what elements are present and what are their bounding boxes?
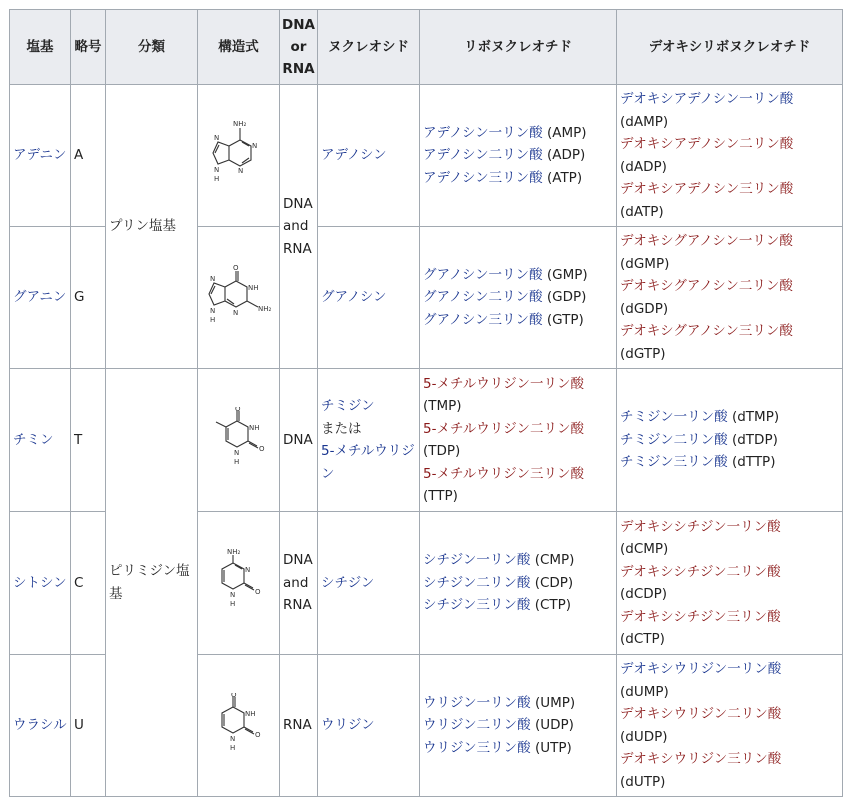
- dna-rna-cell-thymine: DNA: [280, 369, 318, 512]
- header-deoxyribonucleotide: デオキシリボヌクレオチド: [617, 10, 843, 85]
- deoxy-redlink[interactable]: デオキシアデノシン三リン酸: [620, 181, 794, 197]
- deoxy-cell-adenine: [617, 85, 843, 227]
- structure-cell-thymine: [198, 369, 280, 512]
- ribo-cell-guanine: [420, 227, 617, 369]
- base-link-cytosine[interactable]: シトシン: [13, 574, 67, 591]
- deoxy-cell-cytosine: [617, 512, 843, 655]
- nucleobase-table: [9, 9, 843, 797]
- deoxy-redlink[interactable]: デオキシグアノシン一リン酸: [620, 233, 793, 249]
- h-label: H: [229, 743, 235, 752]
- ribo-link[interactable]: グアノシン三リン酸: [423, 311, 543, 328]
- base-link-guanine[interactable]: グアニン: [13, 289, 67, 306]
- ribo-code: (GMP): [546, 266, 588, 283]
- dna-rna-cell-uracil: RNA: [280, 655, 318, 797]
- nh-label: NH: [244, 709, 255, 718]
- deoxy-link[interactable]: チミジン一リン酸: [620, 409, 728, 426]
- deoxy-code: (dATP): [620, 203, 664, 220]
- deoxy-redlink[interactable]: デオキシシチジン二リン酸: [620, 563, 781, 580]
- header-nucleoside: ヌクレオシド: [318, 10, 420, 85]
- deoxy-cell-uracil: [617, 655, 843, 797]
- nucleoside-link-adenosine[interactable]: アデノシン: [321, 147, 387, 164]
- nh-label: NH: [247, 283, 258, 292]
- guanine-structure-icon: [200, 263, 278, 333]
- cytosine-structure-icon: [209, 547, 269, 619]
- structure-cell-uracil: [198, 655, 280, 797]
- h-label: H: [209, 315, 215, 324]
- base-link-adenine[interactable]: アデニン: [13, 147, 67, 164]
- nucleobase-table-wrapper: [9, 9, 843, 797]
- deoxy-code: (dCMP): [620, 541, 669, 557]
- ribo-cell-cytosine: [420, 512, 617, 655]
- header-base: 塩基: [10, 10, 71, 85]
- abbr-cell: U: [71, 655, 106, 797]
- h-label: H: [233, 458, 239, 466]
- dna-rna-cell-purine: DNA and RNA: [280, 85, 318, 369]
- ribo-link[interactable]: ウリジン三リン酸: [423, 739, 531, 756]
- ribo-code: (TDP): [423, 443, 461, 459]
- ribo-code: (CDP): [534, 574, 574, 591]
- deoxy-code: (dTTP): [731, 454, 776, 471]
- table-row-adenine: [10, 85, 843, 227]
- ribo-redlink[interactable]: 5-メチルウリジン二リン酸: [423, 420, 584, 437]
- uracil-structure-icon: [209, 693, 269, 759]
- n-label: N: [213, 165, 219, 174]
- ribo-redlink[interactable]: 5-メチルウリジン一リン酸: [423, 375, 584, 392]
- ribo-code: (TTP): [423, 488, 458, 504]
- header-class: 分類: [106, 10, 198, 85]
- header-row: [10, 10, 843, 85]
- deoxy-cell-guanine: [617, 227, 843, 369]
- ribo-code: (UMP): [534, 694, 576, 711]
- ribo-link[interactable]: シチジン三リン酸: [423, 597, 531, 614]
- class-cell-purine: プリン塩基: [106, 85, 198, 369]
- ribo-code: (CTP): [534, 597, 572, 614]
- table-row-thymine: [10, 369, 843, 512]
- deoxy-link[interactable]: デオキシアデノシン一リン酸: [620, 91, 794, 107]
- nucleoside-cell-thymine: [318, 369, 420, 512]
- deoxy-redlink[interactable]: デオキシアデノシン二リン酸: [620, 136, 794, 152]
- base-link-thymine[interactable]: チミン: [13, 431, 54, 448]
- deoxy-redlink[interactable]: デオキシグアノシン三リン酸: [620, 323, 793, 339]
- ribo-code: (GTP): [546, 311, 584, 328]
- nucleoside-link-thymidine[interactable]: チミジン: [321, 398, 375, 414]
- ribo-cell-uracil: [420, 655, 617, 797]
- deoxy-link[interactable]: チミジン三リン酸: [620, 454, 728, 471]
- ribo-link[interactable]: ウリジン二リン酸: [423, 717, 531, 734]
- deoxy-redlink[interactable]: デオキシウリジン二リン酸: [620, 706, 782, 722]
- ribo-code: (UTP): [534, 739, 572, 756]
- abbr-cell: C: [71, 512, 106, 655]
- nh-label: NH: [248, 424, 259, 432]
- n-label: N: [244, 566, 250, 574]
- h-label: H: [213, 174, 219, 183]
- ribo-code: (UDP): [534, 717, 574, 734]
- n-label: N: [209, 274, 215, 283]
- ribo-code: (CMP): [534, 552, 575, 569]
- ribo-code: (AMP): [546, 124, 587, 141]
- deoxy-code: (dUTP): [620, 773, 666, 790]
- ribo-code: (ADP): [546, 147, 586, 164]
- n-label: N: [251, 141, 257, 150]
- nucleoside-link-cytidine[interactable]: シチジン: [321, 574, 375, 591]
- o-label: O: [254, 730, 261, 739]
- ribo-code: (GDP): [546, 289, 587, 306]
- deoxy-code: (dCDP): [620, 586, 668, 602]
- deoxy-redlink[interactable]: デオキシシチジン一リン酸: [620, 518, 781, 535]
- deoxy-code: (dTMP): [731, 409, 780, 426]
- ribo-link[interactable]: グアノシン一リン酸: [423, 266, 543, 283]
- deoxy-code: (dGTP): [620, 345, 666, 362]
- header-ribonucleotide: リボヌクレオチド: [420, 10, 617, 85]
- ribo-link[interactable]: アデノシン二リン酸: [423, 147, 543, 164]
- deoxy-code: (dADP): [620, 158, 667, 175]
- header-structure: 構造式: [198, 10, 280, 85]
- nh2-label: NH₂: [232, 119, 246, 128]
- ribo-code: (TMP): [423, 398, 462, 414]
- thymine-structure-icon: [207, 407, 271, 473]
- deoxy-code: (dUDP): [620, 728, 668, 745]
- h-label: H: [229, 600, 235, 608]
- class-cell-pyrimidine: ピリミジン塩基: [106, 369, 198, 797]
- nucleoside-link-uridine[interactable]: ウリジン: [321, 717, 375, 734]
- ribo-link[interactable]: アデノシン一リン酸: [423, 124, 543, 141]
- nucleoside-link-guanosine[interactable]: グアノシン: [321, 289, 387, 306]
- deoxy-code: (dGDP): [620, 300, 669, 317]
- n-label: N: [232, 308, 238, 317]
- ribo-cell-thymine: [420, 369, 617, 512]
- deoxy-cell-thymine: [617, 369, 843, 512]
- ribo-code: (ATP): [546, 169, 583, 186]
- header-abbr: 略号: [71, 10, 106, 85]
- deoxy-redlink[interactable]: デオキシグアノシン二リン酸: [620, 278, 793, 294]
- ribo-redlink[interactable]: 5-メチルウリジン三リン酸: [423, 465, 584, 482]
- n-label: N: [229, 734, 235, 743]
- header-dna-rna: DNA or RNA: [280, 10, 318, 85]
- o-label: O: [230, 692, 237, 699]
- structure-cell-guanine: [198, 227, 280, 369]
- adenine-structure-icon: [209, 118, 269, 194]
- ribo-link[interactable]: ウリジン一リン酸: [423, 694, 531, 711]
- n-label: N: [233, 449, 239, 457]
- ribo-link[interactable]: グアノシン二リン酸: [423, 289, 543, 306]
- n-label: N: [229, 591, 235, 599]
- abbr-cell: G: [71, 227, 106, 369]
- deoxy-link[interactable]: デオキシウリジン一リン酸: [620, 661, 782, 677]
- deoxy-code: (dAMP): [620, 113, 669, 130]
- o-label: O: [258, 445, 265, 453]
- deoxy-redlink[interactable]: デオキシウリジン三リン酸: [620, 751, 782, 767]
- abbr-cell: T: [71, 369, 106, 512]
- o-label: O: [254, 588, 261, 596]
- o-label: O: [232, 263, 239, 272]
- nucleoside-link-methyluridine[interactable]: 5-メチルウリジン: [321, 443, 415, 482]
- base-link-uracil[interactable]: ウラシル: [13, 717, 67, 734]
- structure-cell-cytosine: [198, 512, 280, 655]
- o-label: O: [234, 407, 241, 413]
- deoxy-redlink[interactable]: デオキシシチジン三リン酸: [620, 608, 781, 625]
- deoxy-code: (dTDP): [731, 431, 778, 448]
- deoxy-code: (dGMP): [620, 255, 670, 272]
- nh2-label: NH₂: [257, 304, 271, 313]
- dna-rna-cell-cytosine: DNA and RNA: [280, 512, 318, 655]
- deoxy-link[interactable]: チミジン二リン酸: [620, 431, 728, 448]
- nh2-label: NH₂: [226, 548, 240, 556]
- ribo-link[interactable]: シチジン一リン酸: [423, 552, 531, 569]
- ribo-link[interactable]: シチジン二リン酸: [423, 574, 531, 591]
- deoxy-code: (dUMP): [620, 683, 669, 700]
- n-label: N: [213, 133, 219, 142]
- ribo-link[interactable]: アデノシン三リン酸: [423, 169, 543, 186]
- n-label: N: [237, 166, 243, 175]
- ribo-cell-adenine: [420, 85, 617, 227]
- structure-cell-adenine: [198, 85, 280, 227]
- abbr-cell: A: [71, 85, 106, 227]
- nucleoside-or-text: または: [321, 420, 362, 437]
- n-label: N: [209, 306, 215, 315]
- deoxy-code: (dCTP): [620, 631, 665, 647]
